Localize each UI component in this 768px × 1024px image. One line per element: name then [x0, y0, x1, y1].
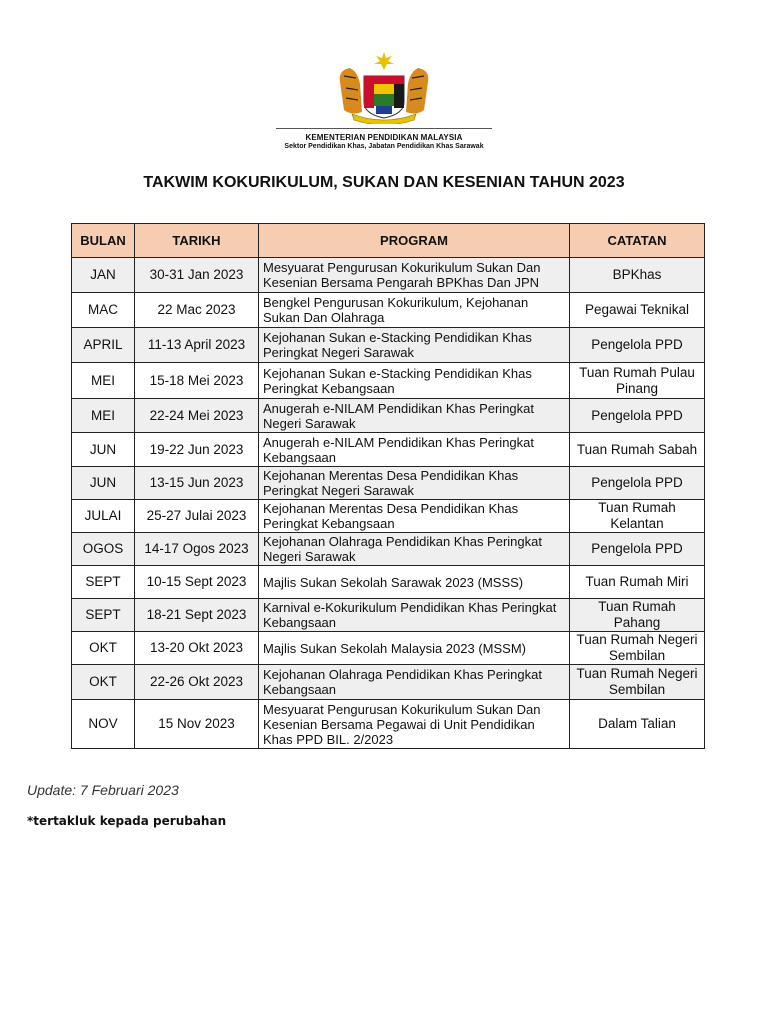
table-row	[72, 467, 705, 500]
column-header-tarikh: TARIKH	[135, 224, 259, 258]
cell-bulan: SEPT	[72, 599, 135, 632]
schedule-table	[71, 223, 705, 749]
cell-catatan: Tuan Rumah Miri	[570, 566, 705, 599]
cell-tarikh: 30-31 Jan 2023	[135, 258, 259, 293]
cell-bulan: JULAI	[72, 500, 135, 533]
cell-catatan: Tuan Rumah Pulau Pinang	[570, 363, 705, 399]
cell-program: Anugerah e-NILAM Pendidikan Khas Peringkat Negeri Sarawak	[259, 399, 570, 433]
cell-tarikh: 19-22 Jun 2023	[135, 433, 259, 467]
sector-name: Sektor Pendidikan Khas, Jabatan Pendidikan Khas Sarawak	[284, 143, 484, 150]
cell-program: Majlis Sukan Sekolah Sarawak 2023 (MSSS)	[259, 566, 570, 599]
ministry-name: KEMENTERIAN PENDIDIKAN MALAYSIA	[276, 128, 492, 142]
cell-tarikh: 22-26 Okt 2023	[135, 665, 259, 700]
table-row	[72, 328, 705, 363]
cell-program: Kejohanan Merentas Desa Pendidikan Khas Peringkat Kebangsaan	[259, 500, 570, 533]
cell-bulan: MAC	[72, 293, 135, 328]
column-header-catatan: CATATAN	[570, 224, 705, 258]
column-header-program: PROGRAM	[259, 224, 570, 258]
table-row	[72, 533, 705, 566]
cell-catatan: Tuan Rumah Negeri Sembilan	[570, 632, 705, 665]
cell-program: Anugerah e-NILAM Pendidikan Khas Peringkat Kebangsaan	[259, 433, 570, 467]
cell-bulan: APRIL	[72, 328, 135, 363]
cell-catatan: Pengelola PPD	[570, 533, 705, 566]
cell-tarikh: 11-13 April 2023	[135, 328, 259, 363]
table-row	[72, 258, 705, 293]
cell-bulan: SEPT	[72, 566, 135, 599]
cell-program: Bengkel Pengurusan Kokurikulum, Kejohanan Sukan Dan Olahraga	[259, 293, 570, 328]
table-row	[72, 700, 705, 749]
cell-program: Kejohanan Olahraga Pendidikan Khas Peringkat Negeri Sarawak	[259, 533, 570, 566]
cell-bulan: OGOS	[72, 533, 135, 566]
update-date: Update: 7 Februari 2023	[27, 782, 179, 798]
cell-bulan: JUN	[72, 433, 135, 467]
cell-tarikh: 18-21 Sept 2023	[135, 599, 259, 632]
cell-catatan: Tuan Rumah Sabah	[570, 433, 705, 467]
cell-catatan: Dalam Talian	[570, 700, 705, 749]
cell-catatan: Tuan Rumah Negeri Sembilan	[570, 665, 705, 700]
document-header	[0, 52, 768, 150]
table-row	[72, 293, 705, 328]
cell-catatan: Tuan Rumah Pahang	[570, 599, 705, 632]
cell-catatan: Pegawai Teknikal	[570, 293, 705, 328]
cell-bulan: OKT	[72, 665, 135, 700]
cell-bulan: JUN	[72, 467, 135, 500]
cell-program: Kejohanan Olahraga Pendidikan Khas Peringkat Kebangsaan	[259, 665, 570, 700]
cell-bulan: JAN	[72, 258, 135, 293]
cell-tarikh: 22 Mac 2023	[135, 293, 259, 328]
cell-bulan: MEI	[72, 363, 135, 399]
cell-tarikh: 13-20 Okt 2023	[135, 632, 259, 665]
cell-catatan: Pengelola PPD	[570, 467, 705, 500]
cell-tarikh: 14-17 Ogos 2023	[135, 533, 259, 566]
cell-program: Kejohanan Merentas Desa Pendidikan Khas Peringkat Negeri Sarawak	[259, 467, 570, 500]
cell-program: Kejohanan Sukan e-Stacking Pendidikan Khas Peringkat Negeri Sarawak	[259, 328, 570, 363]
cell-bulan: MEI	[72, 399, 135, 433]
table-row	[72, 363, 705, 399]
table-row	[72, 500, 705, 533]
cell-bulan: NOV	[72, 700, 135, 749]
table-row	[72, 433, 705, 467]
table-row	[72, 399, 705, 433]
cell-tarikh: 25-27 Julai 2023	[135, 500, 259, 533]
cell-tarikh: 22-24 Mei 2023	[135, 399, 259, 433]
cell-program: Majlis Sukan Sekolah Malaysia 2023 (MSSM)	[259, 632, 570, 665]
subject-to-change-note: *tertakluk kepada perubahan	[27, 814, 227, 828]
table-header-row	[72, 224, 705, 258]
cell-program: Karnival e-Kokurikulum Pendidikan Khas Peringkat Kebangsaan	[259, 599, 570, 632]
cell-tarikh: 15-18 Mei 2023	[135, 363, 259, 399]
cell-bulan: OKT	[72, 632, 135, 665]
table-row	[72, 632, 705, 665]
column-header-bulan: BULAN	[72, 224, 135, 258]
cell-program: Mesyuarat Pengurusan Kokurikulum Sukan Dan Kesenian Bersama Pengarah BPKhas Dan JPN	[259, 258, 570, 293]
cell-tarikh: 10-15 Sept 2023	[135, 566, 259, 599]
cell-catatan: Tuan Rumah Kelantan	[570, 500, 705, 533]
cell-program: Mesyuarat Pengurusan Kokurikulum Sukan Dan Kesenian Bersama Pegawai di Unit Pendidikan Khas PPD BIL. 2/2023	[259, 700, 570, 749]
cell-catatan: Pengelola PPD	[570, 399, 705, 433]
cell-tarikh: 13-15 Jun 2023	[135, 467, 259, 500]
page-title: TAKWIM KOKURIKULUM, SUKAN DAN KESENIAN TAHUN 2023	[143, 174, 625, 191]
cell-catatan: Pengelola PPD	[570, 328, 705, 363]
table-row	[72, 599, 705, 632]
table-row	[72, 566, 705, 599]
cell-catatan: BPKhas	[570, 258, 705, 293]
coat-of-arms-icon	[334, 52, 434, 124]
cell-tarikh: 15 Nov 2023	[135, 700, 259, 749]
table-row	[72, 665, 705, 700]
table-body	[72, 258, 705, 749]
cell-program: Kejohanan Sukan e-Stacking Pendidikan Khas Peringkat Kebangsaan	[259, 363, 570, 399]
